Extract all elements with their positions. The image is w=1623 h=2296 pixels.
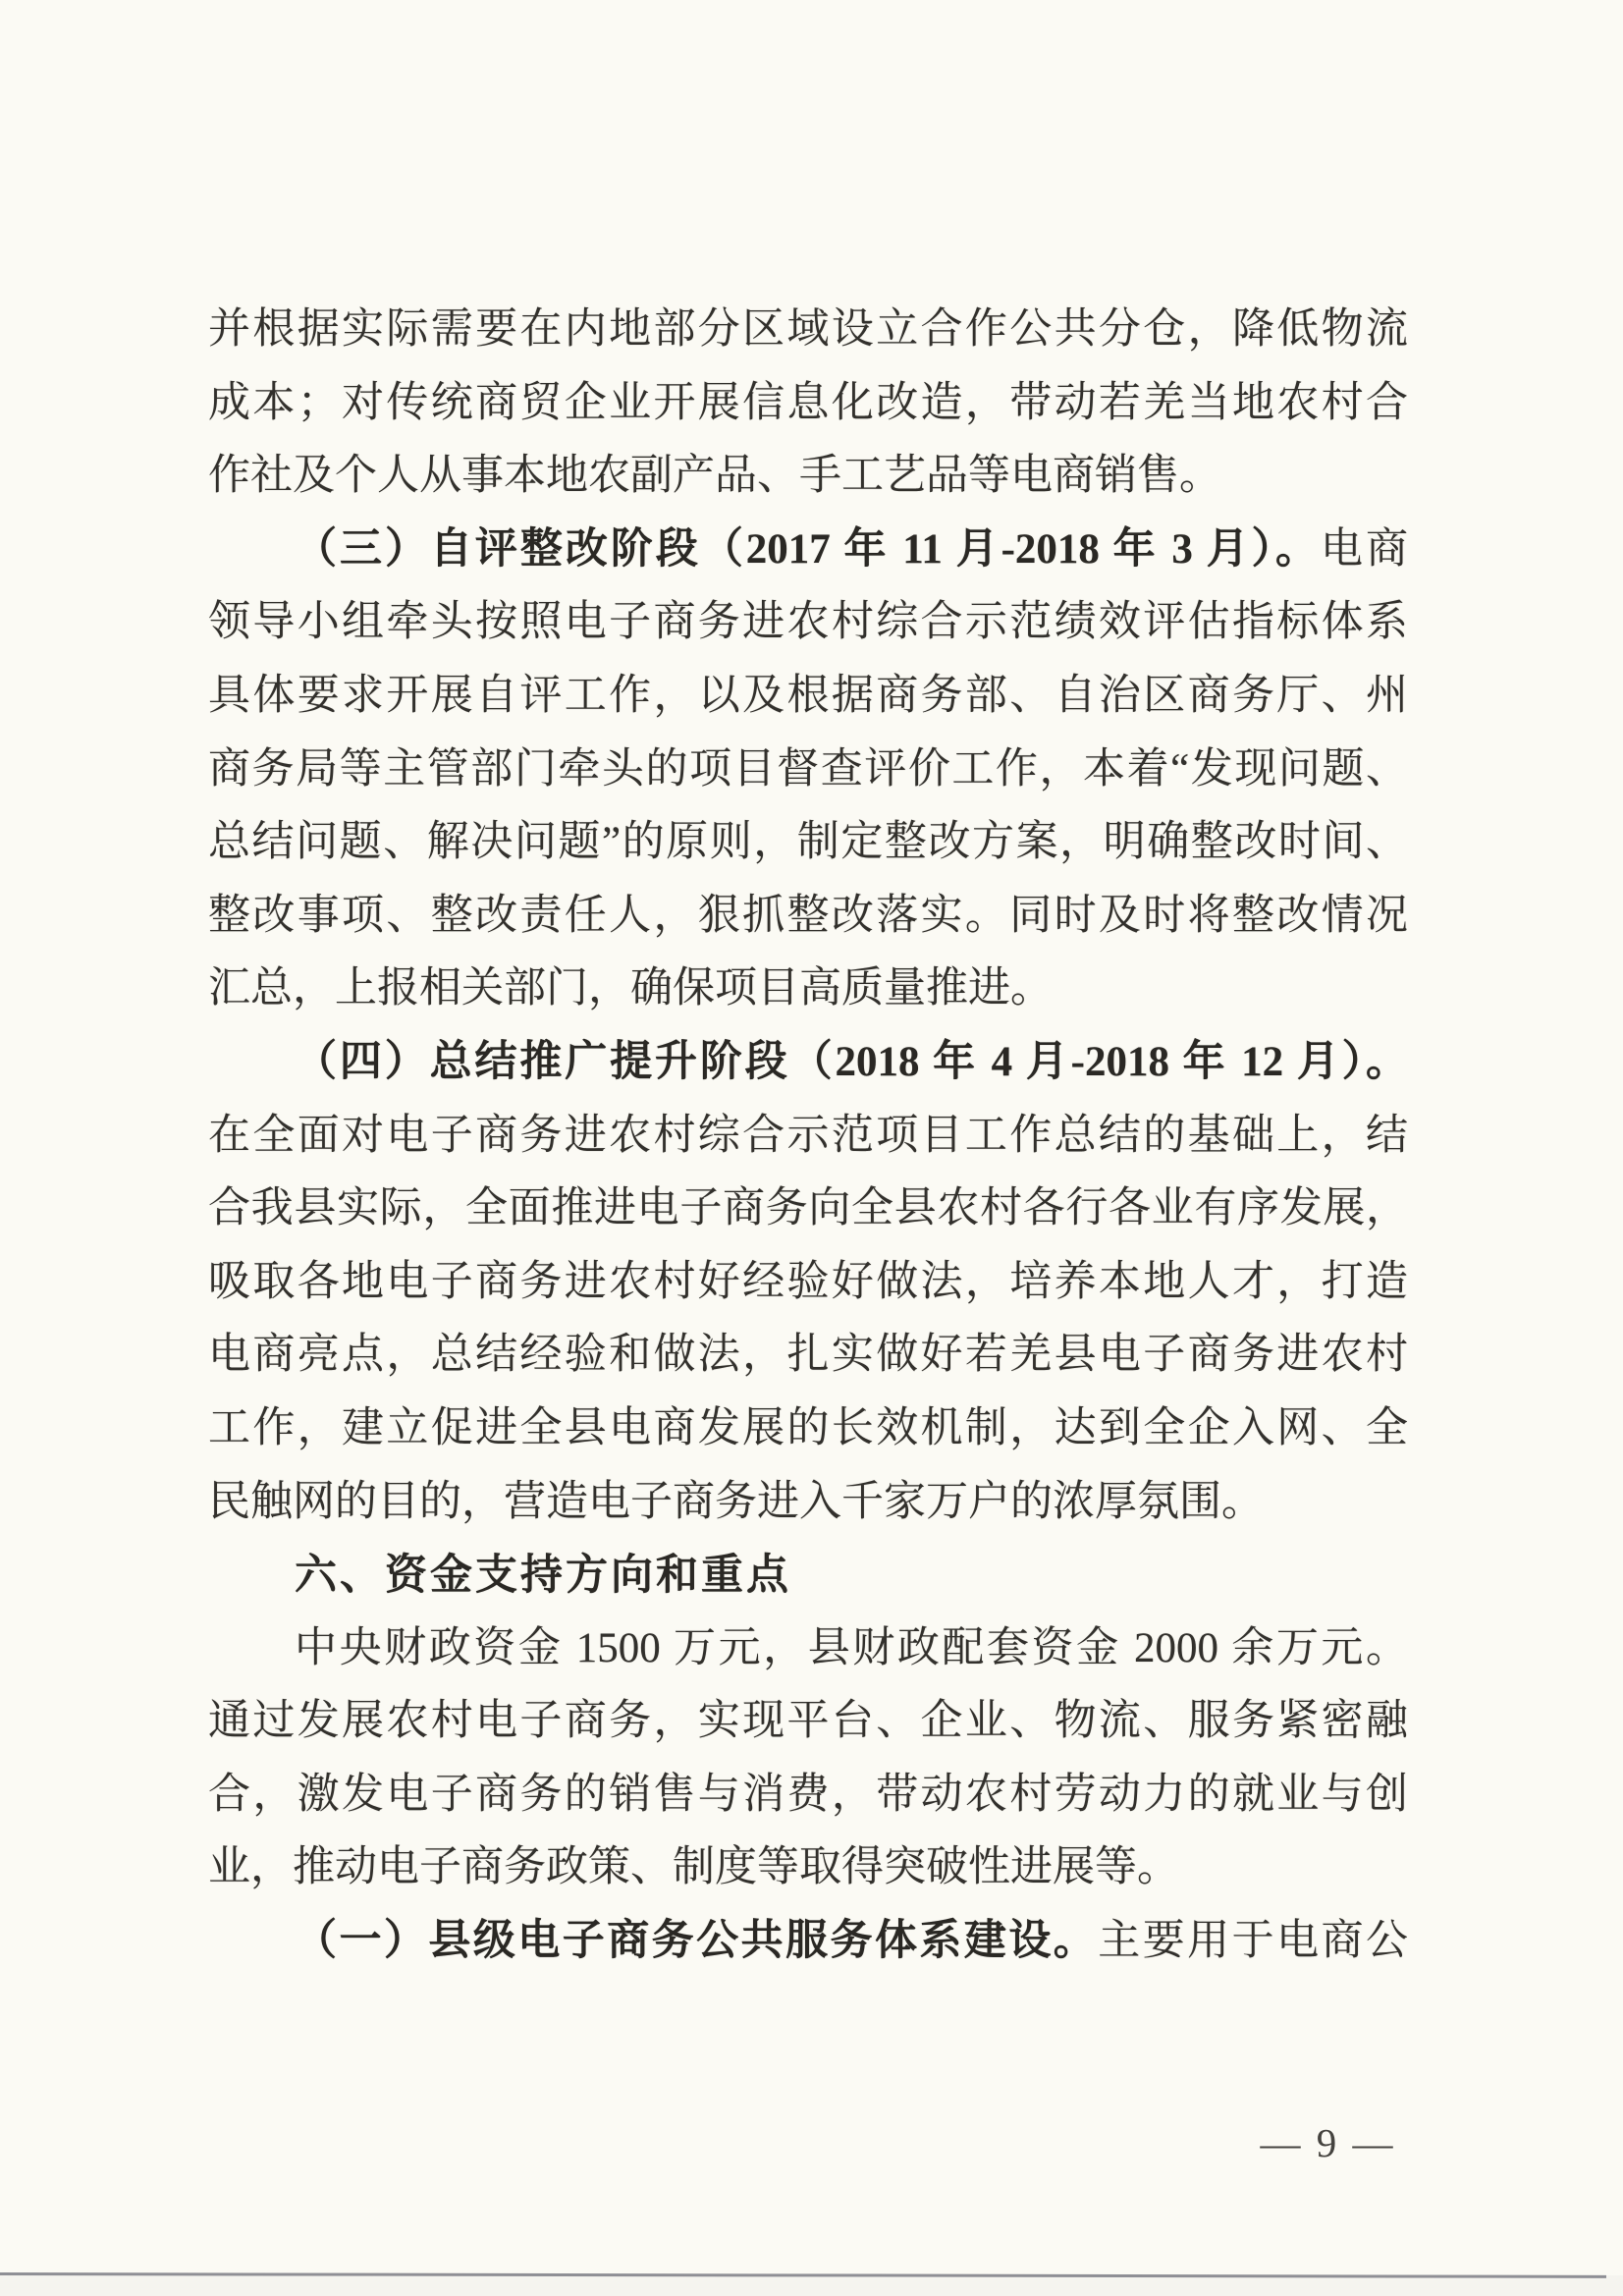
bold-segment: （一）县级电子商务公共服务体系建设。	[295, 1918, 1099, 1965]
text-line	[208, 1613, 1408, 1686]
text-segment: 并根据实际需要在内地部分区域设立合作公共分仓，降低物流	[208, 306, 1408, 353]
text-line	[208, 1831, 1408, 1905]
text-line	[208, 586, 1408, 660]
text-segment: 民触网的目的，营造电子商务进入千家万户的浓厚氛围。	[208, 1478, 1264, 1525]
text-line	[208, 1759, 1408, 1832]
scan-background-strip	[0, 2275, 1623, 2296]
text-line	[208, 734, 1408, 807]
heading-text: 六、资金支持方向和重点	[295, 1552, 791, 1600]
text-segment: 作社及个人从事本地农副产品、手工艺品等电商销售。	[208, 453, 1221, 500]
document-body	[208, 294, 1408, 1979]
text-line	[208, 1466, 1408, 1540]
text-line-section-4	[208, 1026, 1408, 1100]
page-number: — 9 —	[1260, 2120, 1396, 2165]
text-segment: 电商	[1321, 525, 1408, 573]
text-segment: 业，推动电子商务政策、制度等取得突破性进展等。	[208, 1844, 1179, 1891]
text-line	[208, 1393, 1408, 1466]
text-segment: 商务局等主管部门牵头的项目督查评价工作，本着“发现问题、	[208, 745, 1408, 793]
text-segment: 成本；对传统商贸企业开展信息化改造，带动若羌当地农村合	[208, 379, 1408, 426]
text-segment: 在全面对电子商务进农村综合示范项目工作总结的基础上，结	[208, 1112, 1408, 1159]
section-heading-6	[208, 1539, 1408, 1613]
text-line	[208, 880, 1408, 954]
text-segment: 汇总，上报相关部门，确保项目高质量推进。	[208, 965, 1053, 1012]
text-segment: 合我县实际，全面推进电子商务向全县农村各行各业有序发展，	[208, 1185, 1408, 1232]
bold-segment: （四）总结推广提升阶段（2018 年 4 月-2018 年 12 月）。	[295, 1038, 1408, 1085]
text-line-section-3	[208, 514, 1408, 587]
text-segment: 通过发展农村电子商务，实现平台、企业、物流、服务紧密融	[208, 1698, 1408, 1745]
text-segment: 中央财政资金 1500 万元，县财政配套资金 2000 余万元。	[295, 1624, 1408, 1671]
text-segment: 吸取各地电子商务进农村好经验好做法，培养本地人才，打造	[208, 1258, 1408, 1305]
text-line	[208, 806, 1408, 880]
text-segment: 电商亮点，总结经验和做法，扎实做好若羌县电子商务进农村	[208, 1332, 1408, 1379]
text-line	[208, 1246, 1408, 1320]
text-line-section-1	[208, 1905, 1408, 1979]
text-segment: 总结问题、解决问题”的原则，制定整改方案，明确整改时间、	[208, 819, 1408, 866]
text-segment: 具体要求开展自评工作，以及根据商务部、自治区商务厅、州	[208, 672, 1408, 719]
text-line	[208, 660, 1408, 734]
text-line	[208, 1685, 1408, 1759]
text-segment: 工作，建立促进全县电商发展的长效机制，达到全企入网、全	[208, 1404, 1408, 1451]
bold-segment: （三）自评整改阶段（2017 年 11 月-2018 年 3 月）。	[295, 525, 1322, 573]
text-line	[208, 440, 1408, 514]
text-segment: 合，激发电子商务的销售与消费，带动农村劳动力的就业与创	[208, 1771, 1408, 1818]
text-line	[208, 367, 1408, 441]
text-line	[208, 1173, 1408, 1246]
text-segment: 领导小组牵头按照电子商务进农村综合示范绩效评估指标体系	[208, 599, 1408, 646]
text-segment: 主要用于电商公	[1098, 1918, 1408, 1965]
text-line	[208, 1100, 1408, 1174]
text-line	[208, 1319, 1408, 1393]
text-line	[208, 953, 1408, 1026]
text-segment: 整改事项、整改责任人，狠抓整改落实。同时及时将整改情况	[208, 892, 1408, 939]
text-line	[208, 294, 1408, 367]
